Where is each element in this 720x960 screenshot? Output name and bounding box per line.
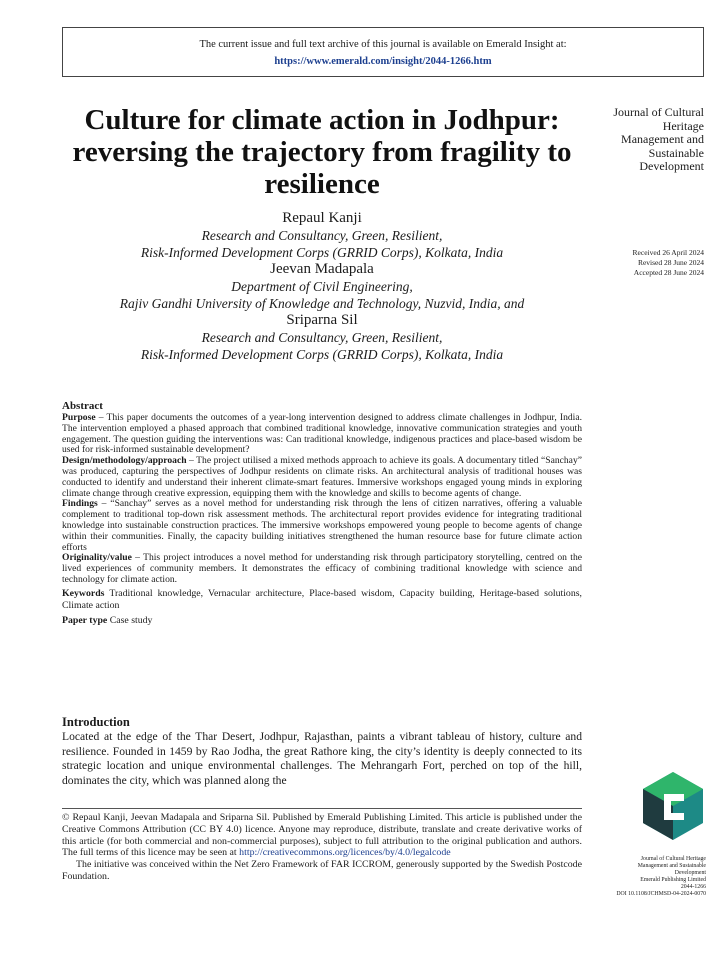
- purpose-text: – This paper documents the outcomes of a year-long intervention designed to address climate challenges in Jodhpur, India. The intervention employed a phased approach that combined traditional knowledge, innovative communication strategies and youth engagement. The question guiding the interventions was: Can traditional knowledge, indigenous practices and place-based wisdom be used for risk-informed sustainable development?: [62, 412, 582, 456]
- article-dates: [586, 248, 704, 278]
- abstract-findings: [62, 499, 582, 553]
- purpose-label: Purpose: [62, 412, 96, 423]
- received-date: Received 26 April 2024: [632, 248, 704, 257]
- banner-text: The current issue and full text archive of this journal is available on Emerald Insight at:: [199, 39, 567, 50]
- introduction-section: [62, 715, 582, 788]
- keywords-text: Traditional knowledge, Vernacular architecture, Place-based wisdom, Capacity building, Heritage-based solutions, Climate action: [62, 587, 582, 611]
- design-text: – The project utilised a mixed methods approach to achieve its goals. A documentary titled “Sanchay” was produced, capturing the perspectives of Jodhpur residents on climate risks. An architectural analysis of traditional houses was conducted to identify and understand their inherent climate-smart features. Immersive workshops engaged young minds in exploring climate change through creative expression, equipping them with the knowledge and skills to become agents of change.: [62, 455, 582, 499]
- findings-label: Findings: [62, 498, 98, 510]
- footnote-divider: [62, 808, 582, 809]
- abstract-heading: Abstract: [62, 400, 103, 412]
- licence-link[interactable]: http://creativecommons.org/licences/by/4.0/legalcode: [239, 847, 451, 859]
- findings-text: – “Sanchay” serves as a novel method for understanding risk through the lens of citizen narratives, offering a valuable complement to traditional top-down risk assessment methods. The architectural report provides evidence for integrating traditional knowledge into sustainable construction practices. The immersive workshops empowered young people to become agents of change within their communities. Finally, the capacity building initiatives strengthened the human resource base for future climate action efforts: [62, 498, 582, 553]
- pubinfo-line: Management and Sustainable: [637, 863, 706, 869]
- copyright-text: © Repaul Kanji, Jeevan Madapala and Sriparna Sil. Published by Emerald Publishing Limited. This article is published under the Creative Commons Attribution (CC BY 4.0) licence. Anyone may reproduce, distribute, translate and create derivative works of this article (for both commercial and non-commercial purposes), subject to full attribution to the original publication and authors. The full terms of this licence may be seen at: [62, 812, 582, 859]
- journal-name-line: Management and: [621, 132, 704, 146]
- author-affiliation: Risk-Informed Development Corps (GRRID Corps), Kolkata, India: [140, 347, 504, 362]
- accepted-date: Accepted 28 June 2024: [633, 268, 704, 277]
- abstract-design: [62, 456, 582, 499]
- author-affiliation: Department of Civil Engineering,: [231, 279, 413, 294]
- journal-url-link[interactable]: https://www.emerald.com/insight/2044-1266.htm: [274, 56, 492, 67]
- publisher-logo-icon: [640, 770, 706, 842]
- funding-note: The initiative was conceived within the Net Zero Framework of FAR ICCROM, generously supported by the Swedish Postcode Foundation.: [62, 859, 582, 882]
- abstract-section: [62, 400, 582, 627]
- introduction-heading: Introduction: [62, 715, 130, 729]
- author-name: Repaul Kanji: [282, 210, 362, 226]
- abstract-purpose: [62, 413, 582, 456]
- paper-type-text: Case study: [107, 614, 153, 626]
- journal-access-banner: [62, 27, 704, 77]
- paper-type: [62, 615, 582, 627]
- keywords-label: Keywords: [62, 587, 105, 599]
- author-affiliation: Risk-Informed Development Corps (GRRID Corps), Kolkata, India: [140, 245, 504, 260]
- article-title: Culture for climate action in Jodhpur: reversing the trajectory from fragility to resilience: [72, 104, 572, 200]
- author-affiliation: Research and Consultancy, Green, Resilient,: [201, 228, 443, 243]
- design-label: Design/methodology/approach: [62, 455, 187, 467]
- abstract-originality: [62, 553, 582, 585]
- journal-name-line: Journal of Cultural: [613, 105, 704, 119]
- pubinfo-line: 2044-1266: [680, 884, 706, 890]
- pubinfo-line: Emerald Publishing Limited: [640, 877, 706, 883]
- publication-info: [586, 856, 706, 898]
- footnote-block: [62, 812, 582, 883]
- journal-name: [586, 106, 704, 174]
- journal-name-line: Sustainable: [648, 145, 704, 160]
- journal-name-line: Development: [639, 159, 704, 173]
- pubinfo-line: Journal of Cultural Heritage: [640, 856, 706, 862]
- doi-text: DOI 10.1108/JCHMSD-04-2024-0070: [616, 891, 706, 897]
- revised-date: Revised 28 June 2024: [637, 258, 704, 267]
- author-name: Sriparna Sil: [286, 312, 358, 328]
- originality-label: Originality/value: [62, 552, 132, 564]
- author-affiliation: Research and Consultancy, Green, Resilient,: [201, 330, 443, 345]
- originality-text: – This project introduces a novel method for understanding risk through participatory storytelling, centred on the lived experiences of community members. It demonstrates the efficacy of combining traditional knowledge with science and technology for climate action.: [62, 552, 582, 585]
- journal-name-line: Heritage: [662, 118, 704, 133]
- keywords: [62, 588, 582, 612]
- author-name: Jeevan Madapala: [270, 261, 374, 277]
- paper-type-label: Paper type: [62, 614, 108, 626]
- copyright-note: [62, 812, 582, 859]
- author-block: [62, 210, 582, 363]
- author-affiliation: Rajiv Gandhi University of Knowledge and Technology, Nuzvid, India, and: [119, 296, 525, 311]
- introduction-text: Located at the edge of the Thar Desert, Jodhpur, Rajasthan, paints a vibrant tableau of history, culture and resilience. Founded in 1459 by Rao Jodha, the great Rathore king, the city’s identity is deeply connected to its strategic location and unique environmental challenges. The Mehrangarh Fort, perched on top of the hill, dominates the city, which was planned along the: [62, 730, 582, 787]
- pubinfo-line: Development: [674, 870, 706, 876]
